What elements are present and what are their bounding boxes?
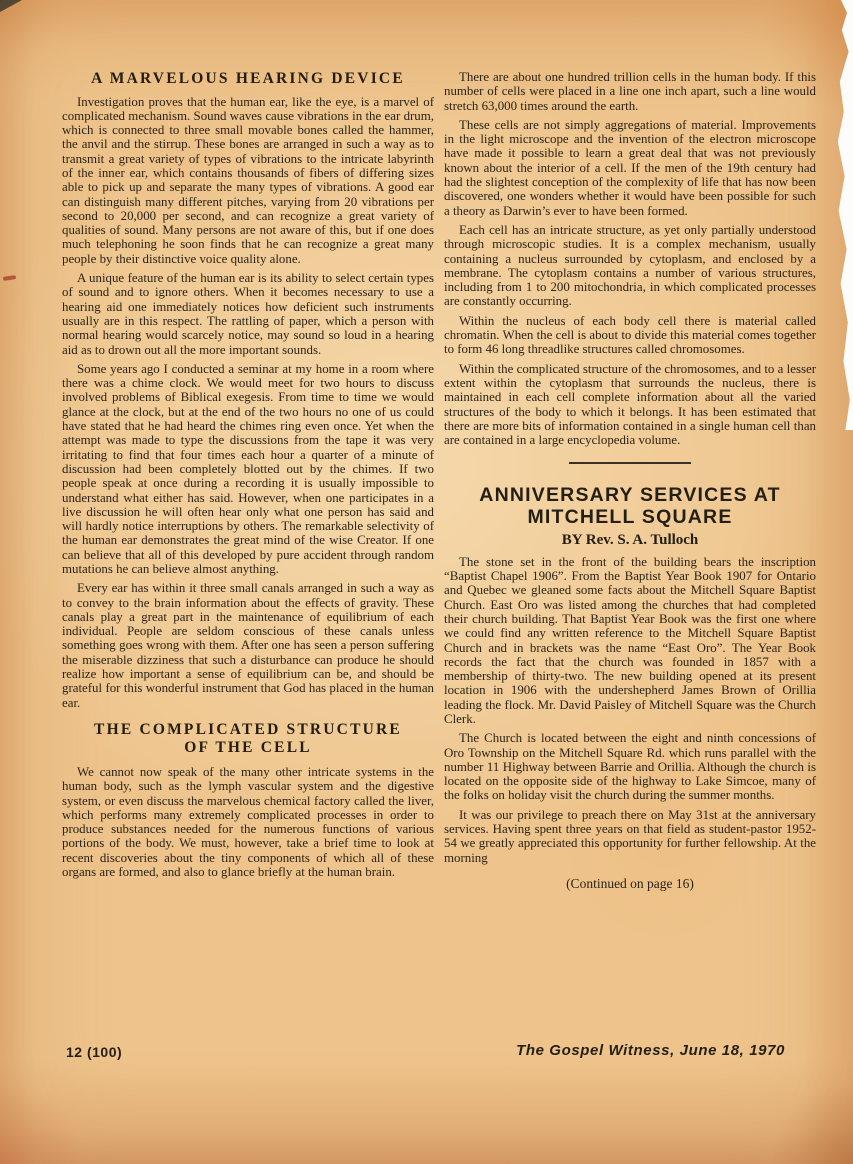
paragraph: Every ear has within it three small canals arranged in such a way as to convey to the brain information about the effects of gravity. These canals play a great part in the maintenance of equilibrium of each individual. People are seldom conscious of these canals unless something goes wrong with them. After one has seen a person suffering the miserable dizziness that such a disturbance can produce he should realize how important a sense of equilibrium can be, and should be grateful for this wonderful instrument that God has placed in the human ear. bbox=[62, 581, 434, 710]
paragraph: These cells are not simply aggregations of material. Improvements in the light microscope and the invention of the electron microscope have made it possible to learn a great deal that was not previously known about the interior of a cell. If the men of the 19th century had had the slightest conception of the complexity of life that has now been discovered, one wonders whether it would have been possible for such a theory as Darwin’s ever to have been formed. bbox=[444, 117, 816, 218]
section-divider bbox=[569, 462, 691, 464]
paragraph: The Church is located between the eight and ninth concessions of Oro Township on the Mitchell Square Rd. which runs parallel with the number 11 Highway between Barrie and Orillia. Although the church is located on the opposite side of the highway to Lake Simcoe, many of the folks on holiday visit the church during the summer months. bbox=[444, 731, 816, 803]
paragraph: The stone set in the front of the building bears the inscription “Baptist Chapel 1906”. From the Baptist Year Book 1907 for Ontario and Quebec we gleaned some facts about the Mitchell Square Baptist Church. East Oro was listed among the churches that had completed their church building. That Baptist Year Book was the first one where we could find any written reference to the Mitchell Square Baptist Church and in brackets was the name “East Oro”. The Year Book records the fact that the church was founded in 1857 with a membership of thirty-two. The new building opened at its present location in 1906 with the undershepherd James Brown of Orillia leading the flock. Mr. David Paisley of Mitchell Square was the Church Clerk. bbox=[444, 554, 816, 726]
paragraph: It was our privilege to preach there on May 31st at the anniversary services. Having spent three years on that field as student-pastor 1952-54 we greatly appreciated this opportunity for further fellowship. At the morning bbox=[444, 807, 816, 865]
left-column bbox=[62, 70, 434, 896]
ink-speck bbox=[3, 275, 16, 281]
torn-paper-edge bbox=[833, 0, 853, 430]
title-line: THE COMPLICATED STRUCTURE bbox=[94, 720, 402, 738]
byline: BY Rev. S. A. Tulloch bbox=[561, 532, 699, 549]
paragraph: Investigation proves that the human ear, like the eye, is a marvel of complicated mechanism. Sound waves cause vibrations in the ear drum, which is connected to three small movable bones called the hammer, the anvil and the stirrup. These bones are arranged in such a way as to transmit a great variety of types of vibrations to the intricate labyrinth of the inner ear, which contains thousands of fibers of differing sizes able to pick up and separate the many types of vibrations. A good ear can distinguish many different pitches, varying from 20 vibrations per second to 20,000 per second, and can recognize a great variety of qualities of sound. Many persons are not aware of this, but if one does much telephoning he soon finds that he can recognize a great many people by their distinctive voice quality alone. bbox=[62, 94, 434, 266]
title-line: MITCHELL SQUARE bbox=[527, 505, 733, 528]
right-column bbox=[444, 70, 816, 896]
paragraph: Some years ago I conducted a seminar at my home in a room where there was a chime clock. We would meet for two hours to discuss involved problems of Biblical exegesis. From time to time we would glance at the clock, but at the end of the two hours no one of us could have stated that he had heard the chimes ring even once. Yet when the attempt was made to type the discussions from the tape it was very irritating to find that four times each hour a quarter of a minute of discussion had been completely blotted out by the chimes. If two people speak at once during a recording it is usually impossible to understand what either has said. However, when one participates in a live discussion he will often hear only what one person has said and will hardly notice interruptions by others. The remarkable selectivity of the human ear demonstrates the great mind of the wise Creator. If one can believe that all of this developed by pure accident through random mutations he can believe almost anything. bbox=[62, 361, 434, 576]
paragraph: Within the complicated structure of the chromosomes, and to a lesser extent within the cytoplasm that surrounds the nucleus, there is maintained in each cell complete information about all the varied structures of the body to which it belongs. It has been estimated that there are more bits of information contained in a single human cell than are contained in a large encyclopedia volume. bbox=[444, 361, 816, 448]
title-line: ANNIVERSARY SERVICES AT bbox=[479, 484, 781, 507]
journal-name-date: The Gospel Witness, June 18, 1970 bbox=[516, 1042, 785, 1059]
paragraph: Within the nucleus of each body cell there is material called chromatin. When the cell is about to divide this material comes together to form 46 long threadlike structures called chromosomes. bbox=[444, 313, 816, 357]
paragraph: Each cell has an intricate structure, as yet only partially understood through microscopic studies. It is a complex mechanism, usually containing a nucleus surrounded by cytoplasm, and enclosed by a membrane. The cytoplasm contains a number of various structures, including from 1 to 200 mitochondria, in which complicated processes are constantly occurring. bbox=[444, 222, 816, 309]
paragraph: We cannot now speak of the many other intricate systems in the human body, such as the lymph vascular system and the digestive system, or even discuss the marvelous chemical factory called the liver, which performs many extremely complicated processes in order to produce substances needed for the numerous functions of various portions of the body. We must, however, take a brief time to look at recent discoveries about the tiny components of which all of these organs are formed, and also to glance briefly at the human brain. bbox=[62, 764, 434, 880]
article-title-anniversary bbox=[444, 485, 816, 528]
paragraph: There are about one hundred trillion cells in the human body. If this number of cells were placed in a line one inch apart, such a line would stretch 63,000 times around the earth. bbox=[444, 70, 816, 113]
scan-corner-mark bbox=[0, 0, 22, 12]
page-number: 12 (100) bbox=[66, 1044, 123, 1060]
paragraph: A unique feature of the human ear is its ability to select certain types of sound and to ignore others. When it becomes necessary to use a hearing aid one immediately notices how deficient such instruments usually are in this respect. The rattling of paper, which a person with normal hearing would scarcely notice, may sound so loud in a hearing aid as to drown out all the more important sounds. bbox=[62, 271, 434, 357]
article-title-cell-structure bbox=[62, 721, 434, 758]
page-body bbox=[62, 70, 816, 896]
title-line: OF THE CELL bbox=[184, 739, 312, 757]
continued-note: (Continued on page 16) bbox=[566, 875, 694, 891]
article-title-hearing-device: A MARVELOUS HEARING DEVICE bbox=[91, 70, 405, 87]
